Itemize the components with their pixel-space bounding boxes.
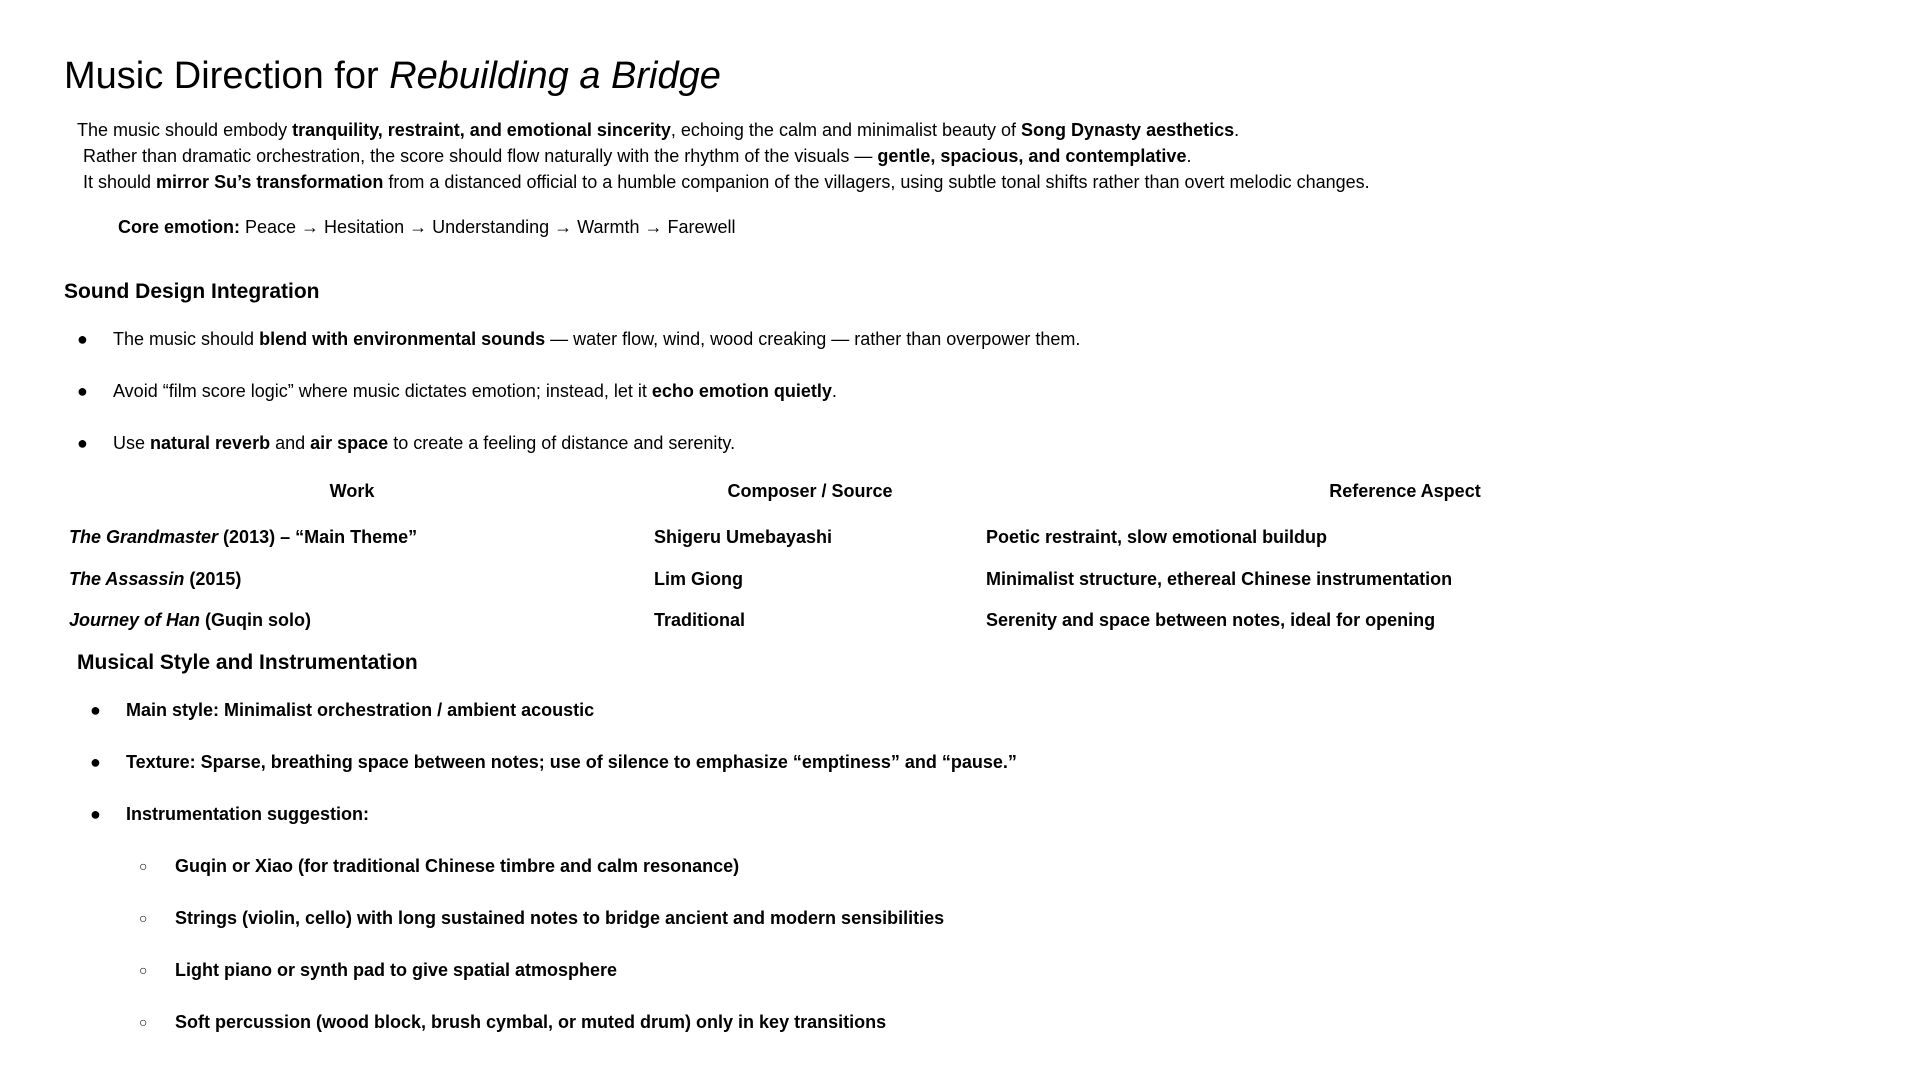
intro-text: It should (83, 172, 157, 192)
title-italic: Rebuilding a Bridge (389, 55, 721, 97)
list-item-text: Use natural reverb and air space to create a feeling of distance and serenity. (113, 433, 736, 453)
sub-bullet-icon: ○ (139, 1014, 148, 1030)
sub-list-item-text: Strings (violin, cello) with long sustained notes to bridge ancient and modern sensibilities (175, 908, 945, 928)
page-title (64, 52, 721, 100)
list-item-text: Instrumentation suggestion: (126, 804, 369, 824)
bullet-icon: ● (90, 804, 101, 824)
table-header-composer: Composer / Source (727, 481, 893, 501)
table-cell-composer: Shigeru Umebayashi (654, 527, 833, 547)
bullet-icon: ● (90, 752, 101, 772)
bullet-icon: ● (77, 329, 88, 349)
musical-style-heading: Musical Style and Instrumentation (77, 651, 418, 674)
table-header-work: Work (329, 481, 375, 501)
core-emotion-label: Core emotion: (118, 217, 241, 237)
core-emotion-value: Peace → Hesitation → Understanding → Warmth → Farewell (240, 217, 736, 237)
intro-text: . (1234, 120, 1240, 140)
intro-text: , echoing the calm and minimalist beauty of (670, 120, 1022, 140)
intro-text: from a distanced official to a humble companion of the villagers, using subtle tonal shifts rather than overt melodic changes. (383, 172, 1370, 192)
sub-bullet-icon: ○ (139, 962, 148, 978)
intro-text: . (1186, 146, 1192, 166)
table-header-aspect: Reference Aspect (1329, 481, 1481, 501)
intro-text: Rather than dramatic orchestration, the score should flow naturally with the rhythm of the visuals — (83, 146, 878, 166)
bullet-icon: ● (90, 700, 101, 720)
table-cell-composer: Lim Giong (654, 569, 743, 589)
intro-emphasis: gentle, spacious, and contemplative (877, 146, 1187, 166)
sub-list-item-text: Light piano or synth pad to give spatial atmosphere (175, 960, 618, 980)
core-emotion (118, 214, 736, 240)
intro-line-2 (83, 143, 1191, 169)
table-cell-aspect: Minimalist structure, ethereal Chinese instrumentation (986, 569, 1453, 589)
table-cell-aspect: Poetic restraint, slow emotional buildup (986, 527, 1328, 547)
bullet-icon: ● (77, 433, 88, 453)
title-prefix: Music Direction for (64, 55, 390, 97)
table-cell-work: The Grandmaster (2013) – “Main Theme” (69, 527, 418, 547)
sub-list-item-text: Guqin or Xiao (for traditional Chinese timbre and calm resonance) (175, 856, 740, 876)
intro-emphasis: mirror Su’s transformation (156, 172, 384, 192)
sub-list-item-text: Soft percussion (wood block, brush cymbal, or muted drum) only in key transitions (175, 1012, 887, 1032)
intro-text: The music should embody (77, 120, 293, 140)
list-item-text: Main style: Minimalist orchestration / ambient acoustic (126, 700, 595, 720)
table-cell-aspect: Serenity and space between notes, ideal for opening (986, 610, 1436, 630)
table-cell-work: Journey of Han (Guqin solo) (69, 610, 312, 630)
sub-bullet-icon: ○ (139, 858, 148, 874)
intro-emphasis: tranquility, restraint, and emotional sincerity (292, 120, 671, 140)
list-item-text: The music should blend with environmental sounds — water flow, wind, wood creaking — rather than overpower them. (113, 329, 1081, 349)
list-item-text: Avoid “film score logic” where music dictates emotion; instead, let it echo emotion quietly. (113, 381, 837, 401)
sound-design-heading: Sound Design Integration (64, 280, 320, 303)
table-cell-work: The Assassin (2015) (69, 569, 242, 589)
intro-line-1 (77, 117, 1239, 143)
bullet-icon: ● (77, 381, 88, 401)
intro-emphasis: Song Dynasty aesthetics (1021, 120, 1235, 140)
intro-line-3 (83, 169, 1370, 195)
list-item-text: Texture: Sparse, breathing space between notes; use of silence to emphasize “emptiness” and “pause.” (126, 752, 1017, 772)
sub-bullet-icon: ○ (139, 910, 148, 926)
table-cell-composer: Traditional (654, 610, 746, 630)
